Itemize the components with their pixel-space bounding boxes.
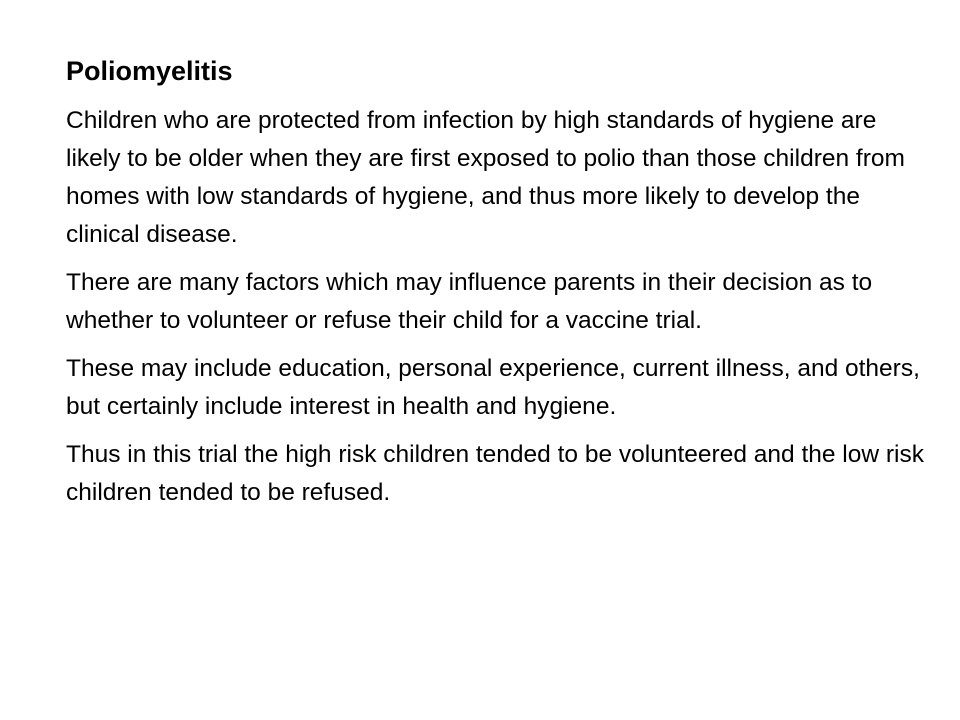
paragraph-hygiene-exposure: Children who are protected from infection by high standards of hygiene are likely to be older when they are first exposed to polio than those children from homes with low standards of hygiene, and thus more likely to develop the clinical disease. [66,107,905,248]
paragraph-factor-examples: These may include education, personal experience, current illness, and others, but certainly include interest in health and hygiene. [66,355,920,420]
paragraph-trial-conclusion: Thus in this trial the high risk children tended to be volunteered and the low risk children tended to be refused. [66,441,924,506]
slide-title: Poliomyelitis [66,56,233,86]
paragraph-parent-factors: There are many factors which may influence parents in their decision as to whether to volunteer or refuse their child for a vaccine trial. [66,269,873,334]
slide-content [66,52,926,522]
